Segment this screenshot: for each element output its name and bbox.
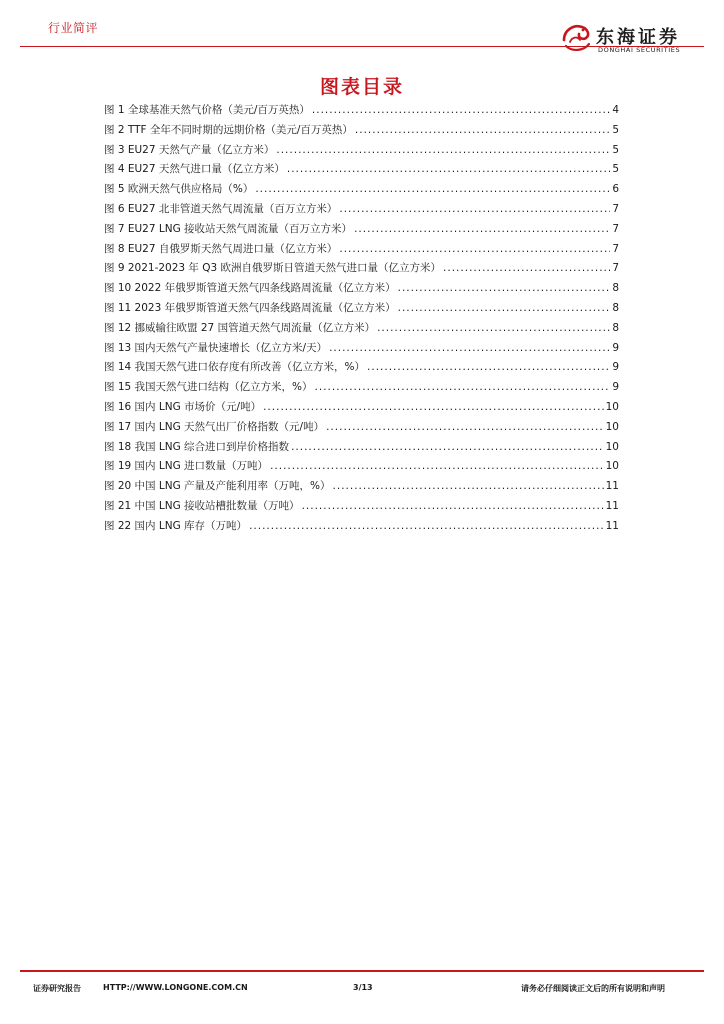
toc-entry[interactable] — [104, 438, 619, 458]
toc-entry-label: 图 14 我国天然气进口依存度有所改善（亿立方米，%） — [104, 361, 366, 374]
dragon-emblem-icon — [558, 20, 594, 56]
toc-entry-page-number: 8 — [612, 301, 619, 314]
toc-entry[interactable] — [104, 279, 619, 299]
footer-disclaimer: 请务必仔细阅读正文后的所有说明和声明 — [521, 984, 665, 993]
toc-entry-label: 图 8 EU27 自俄罗斯天然气周进口量（亿立方米） — [104, 242, 338, 255]
toc-dot-leader — [398, 279, 611, 299]
toc-entry-label: 图 7 EU27 LNG 接收站天然气周流量（百万立方米） — [104, 222, 353, 235]
toc-entry[interactable] — [104, 141, 619, 161]
toc-entry-page-number: 11 — [605, 499, 619, 512]
toc-entry-label: 图 4 EU27 天然气进口量（亿立方米） — [104, 163, 285, 176]
toc-dot-leader — [270, 457, 604, 477]
toc-dot-leader — [312, 101, 610, 121]
toc-dot-leader — [355, 121, 610, 141]
toc-entry-page-number: 8 — [612, 282, 619, 295]
toc-dot-leader — [302, 497, 604, 517]
toc-entry-page-number: 10 — [605, 440, 619, 453]
toc-dot-leader — [398, 299, 611, 319]
toc-entry[interactable] — [104, 497, 619, 517]
toc-entry[interactable] — [104, 200, 619, 220]
toc-entry-page-number: 7 — [612, 242, 619, 255]
toc-entry-page-number: 5 — [612, 123, 619, 136]
footer-url-link[interactable]: HTTP://WWW.LONGONE.COM.CN — [103, 983, 248, 992]
logo-chinese-name: 东海证券 — [596, 27, 680, 48]
toc-entry-label: 图 17 国内 LNG 天然气出厂价格指数（元/吨） — [104, 420, 325, 433]
toc-entry[interactable] — [104, 220, 619, 240]
toc-entry-page-number: 7 — [612, 202, 619, 215]
toc-entry-label: 图 13 国内天然气产量快速增长（亿立方米/天） — [104, 341, 328, 354]
toc-entry[interactable] — [104, 339, 619, 359]
toc-entry[interactable] — [104, 160, 619, 180]
toc-entry-label: 图 22 国内 LNG 库存（万吨） — [104, 519, 248, 532]
toc-entry-page-number: 11 — [605, 519, 619, 532]
toc-entry-page-number: 6 — [612, 183, 619, 196]
toc-entry[interactable] — [104, 378, 619, 398]
toc-dot-leader — [263, 398, 604, 418]
page-title: 图表目录 — [319, 76, 404, 98]
toc-entry-label: 图 6 EU27 北非管道天然气周流量（百万立方米） — [104, 202, 338, 215]
toc-entry[interactable] — [104, 121, 619, 141]
table-of-figures — [104, 101, 619, 537]
toc-entry[interactable] — [104, 259, 619, 279]
toc-entry-label: 图 10 2022 年俄罗斯管道天然气四条线路周流量（亿立方米） — [104, 282, 396, 295]
toc-entry-page-number: 7 — [612, 222, 619, 235]
toc-entry-page-number: 8 — [612, 321, 619, 334]
company-logo — [558, 20, 708, 56]
toc-entry-label: 图 3 EU27 天然气产量（亿立方米） — [104, 143, 275, 156]
toc-entry-label: 图 12 挪威输往欧盟 27 国管道天然气周流量（亿立方米） — [104, 321, 376, 334]
toc-dot-leader — [315, 378, 611, 398]
toc-dot-leader — [443, 259, 610, 279]
toc-dot-leader — [276, 141, 610, 161]
toc-entry-page-number: 10 — [605, 460, 619, 473]
toc-dot-leader — [377, 319, 610, 339]
toc-entry-page-number: 11 — [605, 480, 619, 493]
toc-dot-leader — [255, 180, 610, 200]
toc-dot-leader — [291, 438, 604, 458]
toc-entry[interactable] — [104, 240, 619, 260]
toc-entry[interactable] — [104, 418, 619, 438]
toc-dot-leader — [339, 240, 610, 260]
toc-entry-label: 图 11 2023 年俄罗斯管道天然气四条线路周流量（亿立方米） — [104, 301, 396, 314]
toc-entry[interactable] — [104, 358, 619, 378]
toc-entry[interactable] — [104, 319, 619, 339]
toc-entry-label: 图 20 中国 LNG 产量及产能利用率（万吨，%） — [104, 480, 331, 493]
toc-entry[interactable] — [104, 457, 619, 477]
toc-entry[interactable] — [104, 180, 619, 200]
toc-dot-leader — [329, 339, 610, 359]
toc-entry-page-number: 5 — [612, 143, 619, 156]
toc-entry-label: 图 18 我国 LNG 综合进口到岸价格指数 — [104, 440, 290, 453]
toc-entry-page-number: 9 — [612, 381, 619, 394]
toc-entry-label: 图 5 欧洲天然气供应格局（%） — [104, 183, 254, 196]
toc-entry[interactable] — [104, 101, 619, 121]
toc-dot-leader — [367, 358, 610, 378]
logo-english-name: DONGHAI SECURITIES — [598, 46, 681, 54]
toc-entry-label: 图 16 国内 LNG 市场价（元/吨） — [104, 400, 262, 413]
header-rule — [20, 46, 704, 47]
toc-entry-label: 图 15 我国天然气进口结构（亿立方米，%） — [104, 381, 313, 394]
toc-entry-page-number: 10 — [605, 420, 619, 433]
footer-page-number: 3/13 — [353, 983, 373, 992]
toc-dot-leader — [354, 220, 610, 240]
toc-entry[interactable] — [104, 398, 619, 418]
toc-entry-page-number: 9 — [612, 361, 619, 374]
toc-entry[interactable] — [104, 299, 619, 319]
toc-entry-page-number: 9 — [612, 341, 619, 354]
toc-dot-leader — [287, 160, 610, 180]
toc-dot-leader — [333, 477, 604, 497]
footer-rule — [20, 970, 704, 972]
footer-report-type: 证券研究报告 — [33, 984, 81, 993]
toc-entry-page-number: 4 — [612, 104, 619, 116]
toc-entry-label: 图 1 全球基准天然气价格（美元/百万英热） — [104, 104, 310, 116]
toc-entry-page-number: 7 — [612, 262, 619, 275]
section-tag: 行业简评 — [48, 21, 99, 35]
toc-entry[interactable] — [104, 477, 619, 497]
toc-entry-label: 图 9 2021-2023 年 Q3 欧洲自俄罗斯日管道天然气进口量（亿立方米） — [104, 262, 442, 275]
toc-entry-page-number: 10 — [605, 400, 619, 413]
toc-entry-label: 图 2 TTF 全年不同时期的远期价格（美元/百万英热） — [104, 123, 353, 136]
toc-entry[interactable] — [104, 517, 619, 537]
toc-dot-leader — [249, 517, 604, 537]
toc-entry-label: 图 19 国内 LNG 进口数量（万吨） — [104, 460, 269, 473]
toc-entry-page-number: 5 — [612, 163, 619, 176]
toc-dot-leader — [326, 418, 604, 438]
toc-entry-label: 图 21 中国 LNG 接收站槽批数量（万吨） — [104, 499, 300, 512]
toc-dot-leader — [339, 200, 610, 220]
